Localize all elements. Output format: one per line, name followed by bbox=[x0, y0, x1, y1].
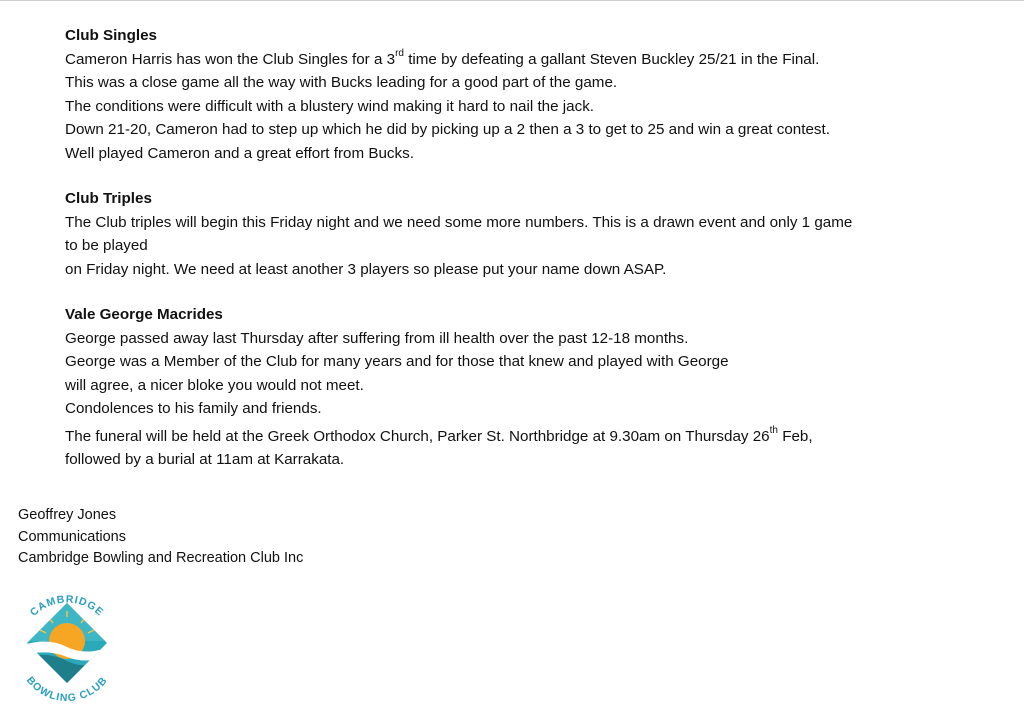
paragraph-line bbox=[65, 425, 1005, 449]
paragraph-line: The conditions were difficult with a blustery wind making it hard to nail the jack. bbox=[65, 97, 595, 115]
paragraph-line: Well played Cameron and a great effort from Bucks. bbox=[65, 144, 414, 162]
paragraph-line: to be played bbox=[65, 237, 148, 254]
paragraph-line: on Friday night. We need at least another 3 players so please put your name down ASAP. bbox=[65, 260, 667, 278]
line-text: time by defeating a gallant Steven Buckley 25/21 in the Final. bbox=[403, 50, 820, 68]
section-heading: Club Singles bbox=[65, 27, 157, 44]
newsletter-body bbox=[65, 24, 1005, 494]
paragraph-line: followed by a burial at 11am at Karrakata. bbox=[65, 451, 345, 468]
top-rule bbox=[0, 0, 1024, 1]
club-logo bbox=[8, 583, 126, 703]
line-text: Feb, bbox=[777, 427, 813, 445]
signature-role: Communications bbox=[18, 528, 126, 545]
section-club-triples bbox=[65, 187, 1005, 281]
paragraph-line: will agree, a nicer bloke you would not meet. bbox=[65, 376, 364, 394]
signature-name: Geoffrey Jones bbox=[18, 507, 117, 523]
paragraph-line: Down 21-20, Cameron had to step up which he did by picking up a 2 then a 3 to get to 25 and win a great contest. bbox=[65, 121, 830, 138]
logo-top-text: CAMBRIDGE bbox=[27, 593, 107, 619]
signature-organization: Cambridge Bowling and Recreation Club Inc bbox=[18, 550, 304, 566]
section-vale-george-macrides bbox=[65, 303, 1005, 472]
paragraph-line: George passed away last Thursday after suffering from ill health over the past 12-18 months. bbox=[65, 329, 689, 347]
logo-bottom-text: BOWLING CLUB bbox=[23, 674, 111, 703]
paragraph-line: This was a close game all the way with Bucks leading for a good part of the game. bbox=[65, 74, 618, 91]
line-text: The funeral will be held at the Greek Orthodox Church, Parker St. Northbridge at 9.30am on Thursday 26 bbox=[65, 427, 770, 445]
paragraph-line: The Club triples will begin this Friday night and we need some more numbers. This is a drawn event and only 1 game bbox=[65, 213, 853, 231]
section-heading: Club Triples bbox=[65, 190, 152, 207]
paragraph-line: George was a Member of the Club for many years and for those that knew and played with George bbox=[65, 353, 729, 370]
section-heading: Vale George Macrides bbox=[65, 306, 223, 323]
paragraph-line: Condolences to his family and friends. bbox=[65, 400, 322, 417]
line-text: Cameron Harris has won the Club Singles for a 3 bbox=[65, 50, 396, 68]
ordinal-suffix: rd bbox=[395, 48, 404, 60]
signature-block bbox=[18, 505, 303, 570]
section-club-singles bbox=[65, 24, 1005, 165]
paragraph-line bbox=[65, 48, 1005, 72]
ordinal-suffix: th bbox=[769, 425, 778, 437]
